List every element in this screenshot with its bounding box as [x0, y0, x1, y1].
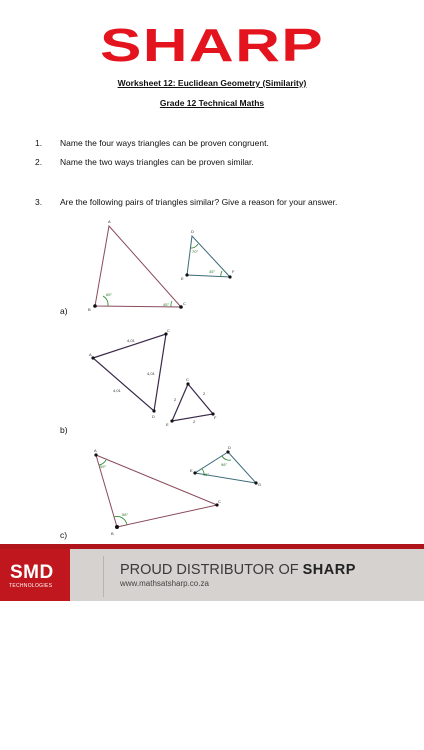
side-label-cd: 4,01	[147, 371, 155, 376]
question-1-number: 1.	[35, 138, 43, 148]
angle-label-d: 70°	[192, 249, 199, 254]
point-label-c: C	[218, 499, 221, 504]
smd-logo	[0, 549, 70, 601]
question-1-text: Name the four ways triangles can be proven congruent.	[60, 138, 269, 148]
angle-label-c: 45°	[163, 302, 170, 307]
tagline-prefix: PROUD DISTRIBUTOR OF	[120, 562, 299, 578]
question-3-number: 3.	[35, 197, 43, 207]
point-label-a: A	[94, 448, 97, 453]
angle-label-e: 45°	[203, 472, 210, 477]
footer-divider	[103, 556, 104, 597]
question-2-number: 2.	[35, 157, 43, 167]
side-label-ac: 4,01	[127, 338, 135, 343]
point-label-e: E	[181, 276, 184, 281]
smd-logo-subtext: TECHNOLOGIES	[9, 583, 53, 589]
point-label-e: E	[190, 468, 193, 473]
angle-mark-f	[221, 271, 222, 277]
angle-label-b: 58°	[122, 512, 129, 517]
angle-label-f: 45°	[209, 269, 216, 274]
side-label-ce: 2	[174, 397, 177, 402]
side-label-ad: 4,01	[113, 388, 121, 393]
side-label-ef: 2	[193, 419, 196, 424]
question-2-text: Name the two ways triangles can be proven similar.	[60, 157, 254, 167]
question-3-text: Are the following pairs of triangles similar? Give a reason for your answer.	[60, 197, 338, 207]
point-label-a: A	[108, 219, 111, 224]
worksheet-subtitle: Grade 12 Technical Maths	[159, 98, 265, 108]
point-label-c: C	[183, 301, 186, 306]
triangle-abc-c	[94, 448, 221, 536]
point-label-f: F	[232, 269, 235, 274]
angle-label-d: 98°	[221, 462, 228, 467]
angle-mark-c	[171, 301, 172, 307]
tagline-brand: SHARP	[302, 562, 356, 578]
point-label-g: G	[258, 482, 262, 487]
point-label-b: B	[111, 531, 114, 536]
point-label-f: F	[214, 415, 217, 420]
footer-tagline	[120, 562, 356, 578]
point-label-c: C	[167, 328, 170, 333]
angle-mark-b	[103, 296, 108, 306]
triangle-def-a	[181, 229, 235, 281]
angle-mark-d	[222, 456, 231, 460]
angle-label-a: 59°	[100, 464, 107, 469]
smd-logo-text: SMD	[10, 562, 54, 583]
worksheet-title: Worksheet 12: Euclidean Geometry (Similarity)	[117, 78, 307, 88]
subpart-a-label: a)	[60, 306, 68, 316]
point-label-d: D	[191, 229, 194, 234]
triangle-deg-c	[190, 445, 261, 487]
point-label-a: A	[89, 352, 92, 357]
side-label-cf: 2	[203, 391, 206, 396]
triangle-acd-b	[89, 328, 170, 419]
point-label-d: D	[228, 445, 231, 450]
triangle-abc-a	[88, 219, 186, 312]
subpart-c-label: c)	[60, 530, 68, 540]
sharp-logo: SHARP	[99, 19, 325, 71]
point-label-e: E	[166, 422, 169, 427]
angle-label-b: 65°	[106, 292, 113, 297]
subpart-b-label: b)	[60, 425, 68, 435]
footer-url[interactable]: www.mathsatsharp.co.za	[120, 579, 209, 588]
point-label-b: B	[88, 307, 91, 312]
point-label-c: C	[186, 377, 189, 382]
triangle-cef-b	[166, 377, 217, 427]
point-label-d: D	[152, 414, 155, 419]
